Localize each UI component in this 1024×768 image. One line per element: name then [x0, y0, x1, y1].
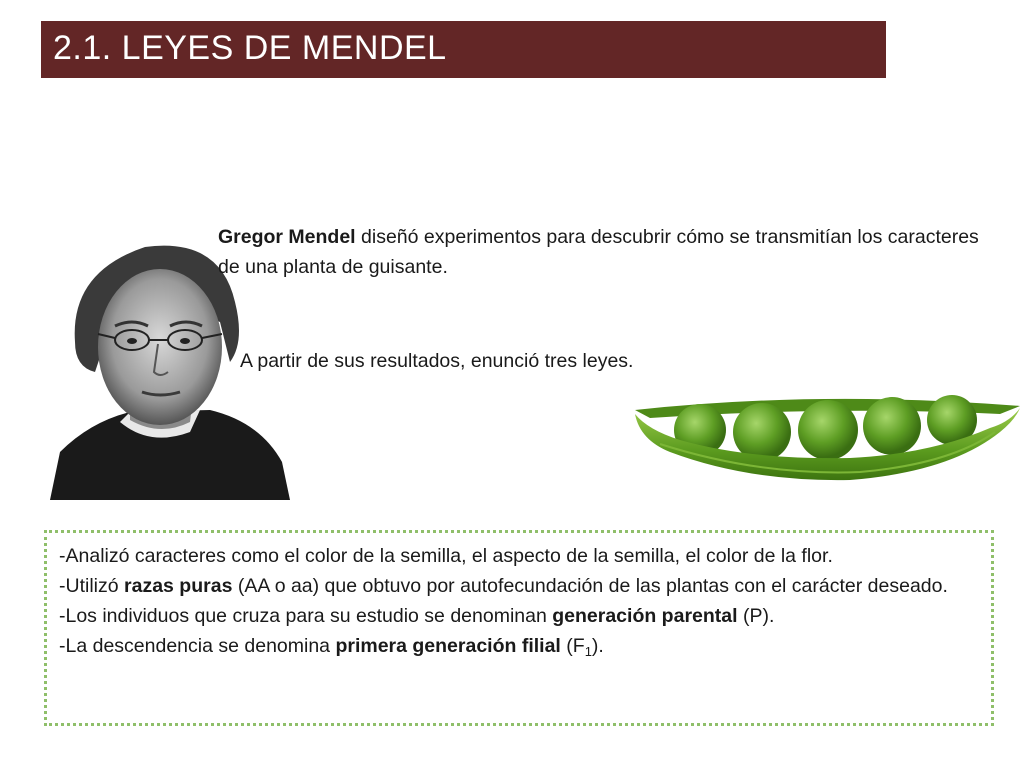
- bullet-text: ).: [591, 635, 604, 657]
- mendel-name: Gregor Mendel: [218, 226, 356, 248]
- bullet-text: -La descendencia se denomina: [59, 635, 336, 657]
- bullet-list: [59, 541, 994, 661]
- bullet-emphasis: generación parental: [552, 605, 738, 627]
- bullet-text: (P).: [737, 605, 775, 627]
- bullet-text: (F: [560, 635, 585, 657]
- bullet-text: -Utilizó: [59, 575, 125, 597]
- bullet-item: [59, 571, 994, 601]
- intro-paragraph: [218, 222, 998, 282]
- bullet-item: [59, 601, 994, 631]
- pea-pod-image: [630, 392, 1024, 492]
- bullet-text: -Analizó caracteres como el color de la semilla, el aspecto de la semilla, el color de la flor.: [59, 545, 833, 567]
- slide-title: 2.1. LEYES DE MENDEL: [53, 29, 447, 67]
- bullet-text: -Los individuos que cruza para su estudio se denominan: [59, 605, 553, 627]
- subscript: 1: [584, 644, 592, 659]
- bullet-item: [59, 631, 994, 661]
- bullet-box: [44, 530, 994, 726]
- intro-text: diseñó experimentos para descubrir cómo se transmitían los caracteres de una planta de guisante.: [218, 226, 979, 278]
- bullet-item: [59, 541, 994, 571]
- laws-paragraph: A partir de sus resultados, enunció tres leyes.: [240, 350, 634, 372]
- bullet-emphasis: razas puras: [124, 575, 233, 597]
- title-bar: [41, 21, 886, 78]
- bullet-emphasis: primera generación filial: [335, 635, 561, 657]
- bullet-text: (AA o aa) que obtuvo por autofecundación de las plantas con el carácter deseado.: [232, 575, 948, 597]
